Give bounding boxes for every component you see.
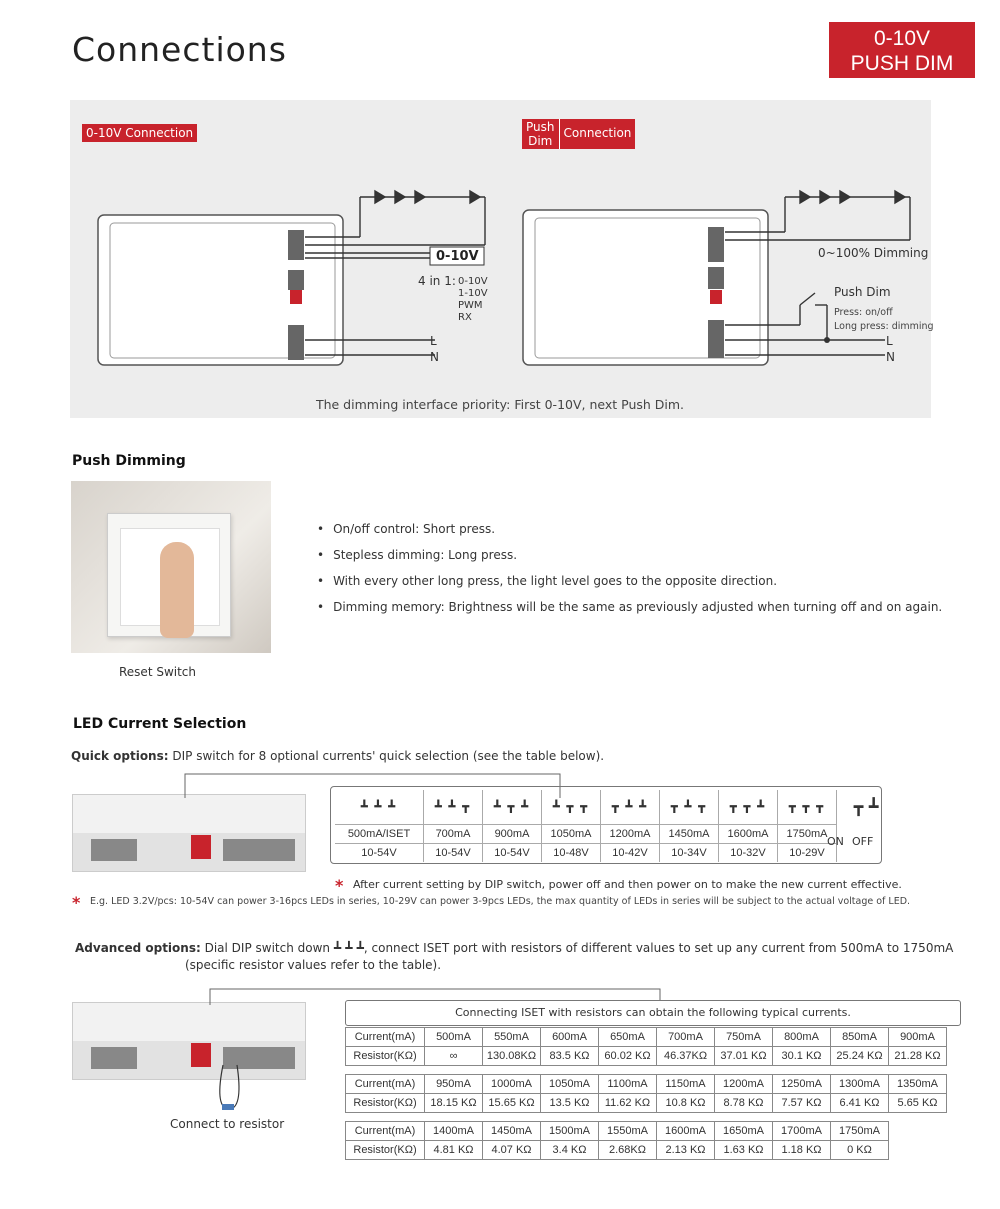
quick-option-current: 1450mA [660,824,718,843]
reset-switch-photo [71,481,271,653]
dip-setting-icon: ┻ ┻ ┳ [435,801,471,813]
mode-item: 0-10V [458,276,488,287]
led-current-heading: LED Current Selection [73,716,247,732]
quick-option-voltage: 10-34V [660,843,718,862]
resistor-cell: 0 KΩ [831,1141,889,1160]
resistor-cell: 6.41 KΩ [831,1094,889,1113]
press-long: Long press: dimming [834,321,934,332]
advanced-text-3: (specific resistor values refer to the table). [185,958,442,972]
dip-setting-icon: ┻ ┻ ┻ [361,801,397,813]
resistor-cell: 21.28 KΩ [889,1047,947,1066]
note-led-example: E.g. LED 3.2V/pcs: 10-54V can power 3-16pcs LEDs in series, 10-29V can power 3-9pcs LEDs, the max quantity of LEDs in series will be subject to the actual voltage of LED. [90,896,911,907]
current-cell: 1000mA [483,1075,541,1094]
quick-option-column [335,790,424,862]
dip-switch [710,290,722,304]
asterisk-icon: * [72,893,81,912]
led-terminals [708,227,724,262]
terminal-block [223,839,295,861]
quick-option-column [719,790,778,862]
resistor-icon [222,1104,234,1110]
dim-terminals [708,267,724,289]
advanced-text-2: , connect ISET port with resistors of different values to set up any current from 500mA to 1750mA [363,941,954,955]
tag-push-dim-connection [522,119,635,149]
quick-options-label: Quick options: [71,749,169,763]
right-n-label: N [886,350,895,364]
resistor-cell: 7.57 KΩ [773,1094,831,1113]
advanced-text-1: Dial DIP switch down [200,941,331,955]
current-cell: 700mA [657,1028,715,1047]
resistor-table-title: Connecting ISET with resistors can obtain the following typical currents. [345,1000,961,1026]
right-wiring-diagram [515,175,935,375]
press-short: Press: on/off [834,307,893,318]
page-title: Connections [72,30,287,69]
current-cell: 1500mA [541,1122,599,1141]
current-cell: 550mA [483,1028,541,1047]
current-cell: 850mA [831,1028,889,1047]
bullet-item: • With every other long press, the light level goes to the opposite direction. [317,574,777,588]
dip-setting-icon: ┻ ┳ ┻ [494,801,530,813]
resistor-cell: 60.02 KΩ [599,1047,657,1066]
row-label-resistor: Resistor(KΩ) [346,1047,425,1066]
dip-down-icon: ┻ ┻ ┻ [333,941,364,955]
current-cell: 1200mA [715,1075,773,1094]
product-badge [829,22,975,78]
tag-0-10v-connection: 0-10V Connection [82,124,197,142]
quick-option-voltage: 10-54V [335,843,423,862]
push-dim-label: Push Dim [834,285,891,299]
dim-terminals [288,270,304,290]
quick-option-current: 500mA/ISET [335,824,423,843]
badge-line-2: PUSH DIM [850,52,954,75]
quick-option-voltage: 10-54V [483,843,541,862]
mode-item: 1-10V [458,288,488,299]
power-terminals [708,320,724,358]
reset-switch-caption: Reset Switch [119,665,197,679]
row-label-current: Current(mA) [346,1122,425,1141]
four-in-one-label: 4 in 1: [418,274,456,288]
current-cell: 650mA [599,1028,657,1047]
current-cell: 1700mA [773,1122,831,1141]
left-l-label: L [430,334,437,348]
quick-option-column [601,790,660,862]
current-cell: 1100mA [599,1075,657,1094]
resistor-cell: 18.15 KΩ [425,1094,483,1113]
bullet-item: • Stepless dimming: Long press. [317,548,517,562]
resistor-tables [345,1027,947,1168]
press-instructions [834,306,934,334]
current-cell: 600mA [541,1028,599,1047]
dip-on-off-column: ┳ ┻ [853,797,879,816]
switch-plate [107,513,231,637]
dip-setting-icon: ┳ ┳ ┻ [730,801,766,813]
current-cell: 950mA [425,1075,483,1094]
tag-push-line: Push [526,120,555,134]
resistor-cell: 37.01 KΩ [715,1047,773,1066]
quick-option-current: 700mA [424,824,482,843]
resistor-cell: 3.4 KΩ [541,1141,599,1160]
quick-options-text: DIP switch for 8 optional currents' quick selection (see the table below). [168,749,605,763]
mode-list [458,276,488,324]
quick-option-current: 1200mA [601,824,659,843]
mode-item: PWM [458,300,483,311]
bullet-item: • Dimming memory: Brightness will be the same as previously adjusted when turning off and on again. [317,600,942,614]
resistor-cell: 25.24 KΩ [831,1047,889,1066]
quick-option-voltage: 10-29V [778,843,836,862]
resistor-cell: 83.5 KΩ [541,1047,599,1066]
tag-connection-word: Connection [563,126,632,140]
resistor-table [345,1121,889,1160]
resistor-cell: 2.68KΩ [599,1141,657,1160]
quick-option-voltage: 10-32V [719,843,777,862]
current-cell: 1400mA [425,1122,483,1141]
resistor-cell: 1.63 KΩ [715,1141,773,1160]
quick-option-column [778,790,837,862]
right-l-label: L [886,334,893,348]
resistor-cell: 130.08KΩ [483,1047,541,1066]
terminal-block [91,839,137,861]
current-cell: 1150mA [657,1075,715,1094]
resistor-cell: 2.13 KΩ [657,1141,715,1160]
driver-terminal-image [72,794,306,872]
badge-line-1: 0-10V [873,27,931,50]
dimming-range-label: 0~100% Dimming [818,246,929,260]
resistor-cell: 4.81 KΩ [425,1141,483,1160]
quick-option-current: 900mA [483,824,541,843]
tag-dim-line: Dim [528,134,553,148]
resistor-table [345,1027,947,1066]
quick-option-column [660,790,719,862]
mode-item: RX [458,312,472,323]
quick-option-voltage: 10-42V [601,843,659,862]
current-cell: 1250mA [773,1075,831,1094]
resistor-caption: Connect to resistor [170,1117,285,1131]
quick-option-current: 1050mA [542,824,600,843]
current-cell: 1550mA [599,1122,657,1141]
current-cell: 1450mA [483,1122,541,1141]
resistor-cell: 15.65 KΩ [483,1094,541,1113]
dip-setting-icon: ┻ ┳ ┳ [553,801,589,813]
current-cell: 800mA [773,1028,831,1047]
quick-option-voltage: 10-48V [542,843,600,862]
current-cell: 1050mA [541,1075,599,1094]
note-power-cycle: After current setting by DIP switch, power off and then power on to make the new current effective. [353,878,902,891]
advanced-options-line [75,941,953,955]
dip-switch-red [191,835,211,859]
bullet-item: • On/off control: Short press. [317,522,495,536]
quick-option-column [424,790,483,862]
power-terminals [288,325,304,360]
current-cell: 1300mA [831,1075,889,1094]
row-label-current: Current(mA) [346,1075,425,1094]
push-dimming-heading: Push Dimming [72,453,186,469]
led-terminals [288,230,304,260]
quick-option-column [483,790,542,862]
dip-switch [290,290,302,304]
resistor-cell: 10.8 KΩ [657,1094,715,1113]
current-cell: 1600mA [657,1122,715,1141]
current-cell: 750mA [715,1028,773,1047]
quick-option-current: 1750mA [778,824,836,843]
quick-option-column [542,790,601,862]
quick-option-voltage: 10-54V [424,843,482,862]
quick-options-line [71,749,604,763]
resistor-cell: 46.37KΩ [657,1047,715,1066]
row-label-resistor: Resistor(KΩ) [346,1141,425,1160]
resistor-cell: ∞ [425,1047,483,1066]
row-label-resistor: Resistor(KΩ) [346,1094,425,1113]
resistor-cell: 1.18 KΩ [773,1141,831,1160]
dip-setting-icon: ┳ ┻ ┳ [671,801,707,813]
current-cell: 900mA [889,1028,947,1047]
quick-columns [335,790,895,862]
resistor-cell: 11.62 KΩ [599,1094,657,1113]
current-cell: 1650mA [715,1122,773,1141]
quick-option-current: 1600mA [719,824,777,843]
priority-note: The dimming interface priority: First 0-10V, next Push Dim. [315,397,685,412]
dip-setting-icon: ┳ ┳ ┳ [789,801,825,813]
current-cell: 1350mA [889,1075,947,1094]
row-label-current: Current(mA) [346,1028,425,1047]
advanced-options-label: Advanced options: [75,941,201,955]
resistor-cell: 13.5 KΩ [541,1094,599,1113]
signal-label: 0-10V [436,249,479,264]
dip-off-label: OFF [852,835,874,848]
resistor-cell: 8.78 KΩ [715,1094,773,1113]
left-n-label: N [430,350,439,364]
driver-body [523,210,768,365]
current-cell: 1750mA [831,1122,889,1141]
dip-setting-icon: ┳ ┻ ┻ [612,801,648,813]
resistor-cell: 5.65 KΩ [889,1094,947,1113]
asterisk-icon: * [335,876,344,895]
current-cell: 500mA [425,1028,483,1047]
resistor-table [345,1074,947,1113]
finger [160,542,194,638]
dip-on-label: ON [827,835,844,848]
resistor-cell: 30.1 KΩ [773,1047,831,1066]
resistor-cell: 4.07 KΩ [483,1141,541,1160]
